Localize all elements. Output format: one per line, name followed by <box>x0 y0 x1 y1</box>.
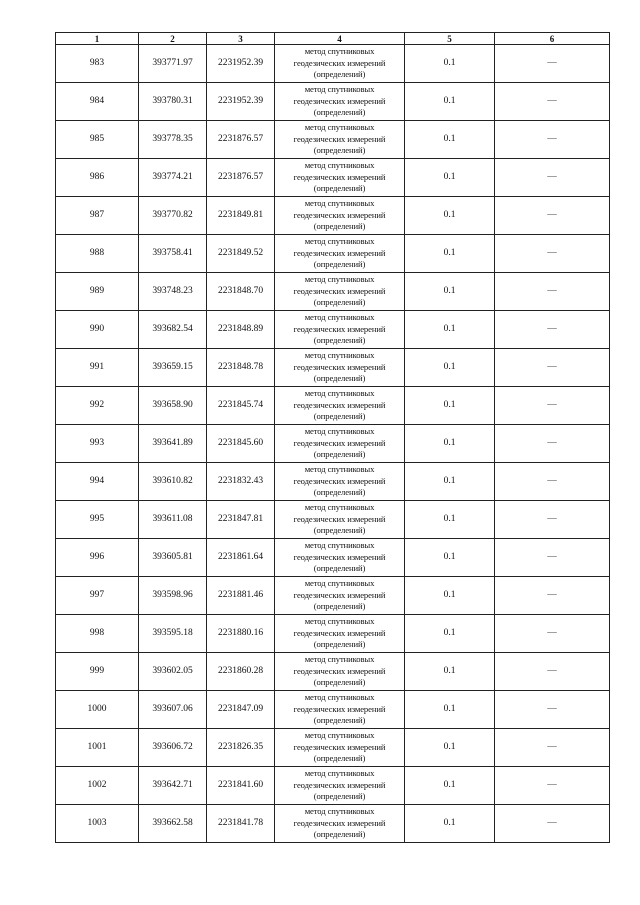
table-row <box>56 539 610 577</box>
method-line: геодезических измерений <box>293 551 386 562</box>
method-line: геодезических измерений <box>293 779 386 790</box>
table-row <box>56 121 610 159</box>
table-row <box>56 273 610 311</box>
x-coordinate-cell: 393607.06 <box>139 691 207 729</box>
note-cell: — <box>495 425 610 463</box>
x-coordinate-cell: 393758.41 <box>139 235 207 273</box>
method-line: (определений) <box>313 221 366 232</box>
point-number-cell: 1000 <box>56 691 139 729</box>
y-coordinate-cell: 2231880.16 <box>207 615 275 653</box>
method-line: метод спутниковых <box>304 388 375 399</box>
table-row <box>56 615 610 653</box>
table-row <box>56 729 610 767</box>
method-line: метод спутниковых <box>304 616 375 627</box>
table-row <box>56 805 610 843</box>
method-line: (определений) <box>313 563 366 574</box>
x-coordinate-cell: 393658.90 <box>139 387 207 425</box>
method-cell <box>275 805 405 843</box>
accuracy-cell: 0.1 <box>405 729 495 767</box>
column-header-3: 3 <box>207 33 275 45</box>
y-coordinate-cell: 2231841.78 <box>207 805 275 843</box>
note-cell: — <box>495 501 610 539</box>
table-row <box>56 83 610 121</box>
method-line: метод спутниковых <box>304 198 375 209</box>
method-line: геодезических измерений <box>293 323 386 334</box>
method-cell <box>275 767 405 805</box>
note-cell: — <box>495 159 610 197</box>
point-number-cell: 1001 <box>56 729 139 767</box>
note-cell: — <box>495 83 610 121</box>
x-coordinate-cell: 393642.71 <box>139 767 207 805</box>
method-cell <box>275 653 405 691</box>
note-cell: — <box>495 387 610 425</box>
column-header-4: 4 <box>275 33 405 45</box>
method-line: (определений) <box>313 715 366 726</box>
method-line: (определений) <box>313 69 366 80</box>
point-number-cell: 987 <box>56 197 139 235</box>
method-line: геодезических измерений <box>293 513 386 524</box>
method-cell <box>275 159 405 197</box>
accuracy-cell: 0.1 <box>405 311 495 349</box>
table-row <box>56 691 610 729</box>
method-cell <box>275 425 405 463</box>
table-row <box>56 425 610 463</box>
x-coordinate-cell: 393605.81 <box>139 539 207 577</box>
note-cell: — <box>495 767 610 805</box>
method-line: геодезических измерений <box>293 437 386 448</box>
note-cell: — <box>495 615 610 653</box>
table-row <box>56 577 610 615</box>
accuracy-cell: 0.1 <box>405 767 495 805</box>
note-cell: — <box>495 805 610 843</box>
x-coordinate-cell: 393595.18 <box>139 615 207 653</box>
method-line: метод спутниковых <box>304 730 375 741</box>
note-cell: — <box>495 235 610 273</box>
point-number-cell: 995 <box>56 501 139 539</box>
method-line: геодезических измерений <box>293 665 386 676</box>
y-coordinate-cell: 2231848.89 <box>207 311 275 349</box>
method-line: метод спутниковых <box>304 578 375 589</box>
x-coordinate-cell: 393602.05 <box>139 653 207 691</box>
method-line: (определений) <box>313 791 366 802</box>
point-number-cell: 998 <box>56 615 139 653</box>
x-coordinate-cell: 393659.15 <box>139 349 207 387</box>
table-row <box>56 311 610 349</box>
method-line: метод спутниковых <box>304 274 375 285</box>
accuracy-cell: 0.1 <box>405 83 495 121</box>
method-cell <box>275 387 405 425</box>
point-number-cell: 1002 <box>56 767 139 805</box>
method-line: (определений) <box>313 107 366 118</box>
note-cell: — <box>495 197 610 235</box>
method-cell <box>275 311 405 349</box>
accuracy-cell: 0.1 <box>405 197 495 235</box>
y-coordinate-cell: 2231826.35 <box>207 729 275 767</box>
y-coordinate-cell: 2231876.57 <box>207 121 275 159</box>
table-row <box>56 349 610 387</box>
accuracy-cell: 0.1 <box>405 691 495 729</box>
note-cell: — <box>495 691 610 729</box>
y-coordinate-cell: 2231861.64 <box>207 539 275 577</box>
method-cell <box>275 121 405 159</box>
method-line: метод спутниковых <box>304 350 375 361</box>
method-line: метод спутниковых <box>304 46 375 57</box>
method-line: (определений) <box>313 753 366 764</box>
x-coordinate-cell: 393774.21 <box>139 159 207 197</box>
method-line: геодезических измерений <box>293 741 386 752</box>
accuracy-cell: 0.1 <box>405 577 495 615</box>
method-line: (определений) <box>313 601 366 612</box>
y-coordinate-cell: 2231881.46 <box>207 577 275 615</box>
point-number-cell: 994 <box>56 463 139 501</box>
method-line: (определений) <box>313 297 366 308</box>
method-line: метод спутниковых <box>304 692 375 703</box>
method-cell <box>275 577 405 615</box>
y-coordinate-cell: 2231847.09 <box>207 691 275 729</box>
method-line: метод спутниковых <box>304 654 375 665</box>
method-line: метод спутниковых <box>304 312 375 323</box>
point-number-cell: 1003 <box>56 805 139 843</box>
point-number-cell: 983 <box>56 45 139 83</box>
point-number-cell: 990 <box>56 311 139 349</box>
method-line: (определений) <box>313 677 366 688</box>
method-line: геодезических измерений <box>293 703 386 714</box>
method-line: (определений) <box>313 183 366 194</box>
y-coordinate-cell: 2231876.57 <box>207 159 275 197</box>
method-line: геодезических измерений <box>293 817 386 828</box>
note-cell: — <box>495 463 610 501</box>
point-number-cell: 985 <box>56 121 139 159</box>
method-line: геодезических измерений <box>293 133 386 144</box>
accuracy-cell: 0.1 <box>405 235 495 273</box>
method-line: метод спутниковых <box>304 122 375 133</box>
y-coordinate-cell: 2231845.74 <box>207 387 275 425</box>
point-number-cell: 984 <box>56 83 139 121</box>
x-coordinate-cell: 393610.82 <box>139 463 207 501</box>
method-cell <box>275 729 405 767</box>
method-line: (определений) <box>313 335 366 346</box>
x-coordinate-cell: 393771.97 <box>139 45 207 83</box>
note-cell: — <box>495 311 610 349</box>
method-cell <box>275 691 405 729</box>
method-line: метод спутниковых <box>304 502 375 513</box>
method-line: (определений) <box>313 373 366 384</box>
accuracy-cell: 0.1 <box>405 159 495 197</box>
method-line: метод спутниковых <box>304 236 375 247</box>
accuracy-cell: 0.1 <box>405 349 495 387</box>
note-cell: — <box>495 653 610 691</box>
point-number-cell: 986 <box>56 159 139 197</box>
method-cell <box>275 463 405 501</box>
point-number-cell: 991 <box>56 349 139 387</box>
method-cell <box>275 539 405 577</box>
method-line: метод спутниковых <box>304 540 375 551</box>
x-coordinate-cell: 393780.31 <box>139 83 207 121</box>
table-row <box>56 463 610 501</box>
column-header-6: 6 <box>495 33 610 45</box>
point-number-cell: 989 <box>56 273 139 311</box>
accuracy-cell: 0.1 <box>405 615 495 653</box>
point-number-cell: 999 <box>56 653 139 691</box>
accuracy-cell: 0.1 <box>405 387 495 425</box>
method-line: (определений) <box>313 639 366 650</box>
accuracy-cell: 0.1 <box>405 805 495 843</box>
column-header-2: 2 <box>139 33 207 45</box>
method-line: метод спутниковых <box>304 426 375 437</box>
method-line: метод спутниковых <box>304 160 375 171</box>
method-line: (определений) <box>313 829 366 840</box>
column-header-5: 5 <box>405 33 495 45</box>
y-coordinate-cell: 2231841.60 <box>207 767 275 805</box>
y-coordinate-cell: 2231848.70 <box>207 273 275 311</box>
method-line: геодезических измерений <box>293 627 386 638</box>
method-line: (определений) <box>313 411 366 422</box>
method-line: геодезических измерений <box>293 171 386 182</box>
method-line: геодезических измерений <box>293 57 386 68</box>
method-line: геодезических измерений <box>293 285 386 296</box>
y-coordinate-cell: 2231845.60 <box>207 425 275 463</box>
method-cell <box>275 615 405 653</box>
accuracy-cell: 0.1 <box>405 539 495 577</box>
accuracy-cell: 0.1 <box>405 425 495 463</box>
x-coordinate-cell: 393611.08 <box>139 501 207 539</box>
method-line: (определений) <box>313 449 366 460</box>
x-coordinate-cell: 393778.35 <box>139 121 207 159</box>
method-line: метод спутниковых <box>304 768 375 779</box>
method-line: геодезических измерений <box>293 361 386 372</box>
accuracy-cell: 0.1 <box>405 45 495 83</box>
x-coordinate-cell: 393748.23 <box>139 273 207 311</box>
point-number-cell: 996 <box>56 539 139 577</box>
y-coordinate-cell: 2231860.28 <box>207 653 275 691</box>
point-number-cell: 992 <box>56 387 139 425</box>
table-row <box>56 501 610 539</box>
method-line: (определений) <box>313 487 366 498</box>
accuracy-cell: 0.1 <box>405 501 495 539</box>
point-number-cell: 988 <box>56 235 139 273</box>
table-row <box>56 235 610 273</box>
method-cell <box>275 349 405 387</box>
y-coordinate-cell: 2231848.78 <box>207 349 275 387</box>
method-cell <box>275 197 405 235</box>
note-cell: — <box>495 45 610 83</box>
note-cell: — <box>495 729 610 767</box>
y-coordinate-cell: 2231847.81 <box>207 501 275 539</box>
table-row <box>56 387 610 425</box>
method-cell <box>275 83 405 121</box>
method-cell <box>275 501 405 539</box>
method-line: метод спутниковых <box>304 806 375 817</box>
method-line: (определений) <box>313 259 366 270</box>
accuracy-cell: 0.1 <box>405 463 495 501</box>
document-page <box>55 32 609 843</box>
table-row <box>56 45 610 83</box>
note-cell: — <box>495 577 610 615</box>
method-cell <box>275 273 405 311</box>
method-line: геодезических измерений <box>293 475 386 486</box>
note-cell: — <box>495 273 610 311</box>
note-cell: — <box>495 539 610 577</box>
table-row <box>56 159 610 197</box>
table-row <box>56 767 610 805</box>
table-body <box>56 45 610 843</box>
table-row <box>56 653 610 691</box>
point-number-cell: 997 <box>56 577 139 615</box>
y-coordinate-cell: 2231849.81 <box>207 197 275 235</box>
method-line: (определений) <box>313 525 366 536</box>
point-number-cell: 993 <box>56 425 139 463</box>
x-coordinate-cell: 393770.82 <box>139 197 207 235</box>
coordinates-table <box>55 32 610 843</box>
method-line: геодезических измерений <box>293 247 386 258</box>
y-coordinate-cell: 2231849.52 <box>207 235 275 273</box>
y-coordinate-cell: 2231832.43 <box>207 463 275 501</box>
x-coordinate-cell: 393598.96 <box>139 577 207 615</box>
table-header-row <box>56 33 610 45</box>
method-line: метод спутниковых <box>304 84 375 95</box>
method-line: (определений) <box>313 145 366 156</box>
accuracy-cell: 0.1 <box>405 653 495 691</box>
x-coordinate-cell: 393682.54 <box>139 311 207 349</box>
accuracy-cell: 0.1 <box>405 121 495 159</box>
method-cell <box>275 45 405 83</box>
note-cell: — <box>495 349 610 387</box>
y-coordinate-cell: 2231952.39 <box>207 83 275 121</box>
method-line: геодезических измерений <box>293 399 386 410</box>
method-cell <box>275 235 405 273</box>
column-header-1: 1 <box>56 33 139 45</box>
accuracy-cell: 0.1 <box>405 273 495 311</box>
y-coordinate-cell: 2231952.39 <box>207 45 275 83</box>
table-row <box>56 197 610 235</box>
method-line: геодезических измерений <box>293 95 386 106</box>
x-coordinate-cell: 393606.72 <box>139 729 207 767</box>
method-line: геодезических измерений <box>293 209 386 220</box>
x-coordinate-cell: 393662.58 <box>139 805 207 843</box>
method-line: метод спутниковых <box>304 464 375 475</box>
x-coordinate-cell: 393641.89 <box>139 425 207 463</box>
method-line: геодезических измерений <box>293 589 386 600</box>
note-cell: — <box>495 121 610 159</box>
